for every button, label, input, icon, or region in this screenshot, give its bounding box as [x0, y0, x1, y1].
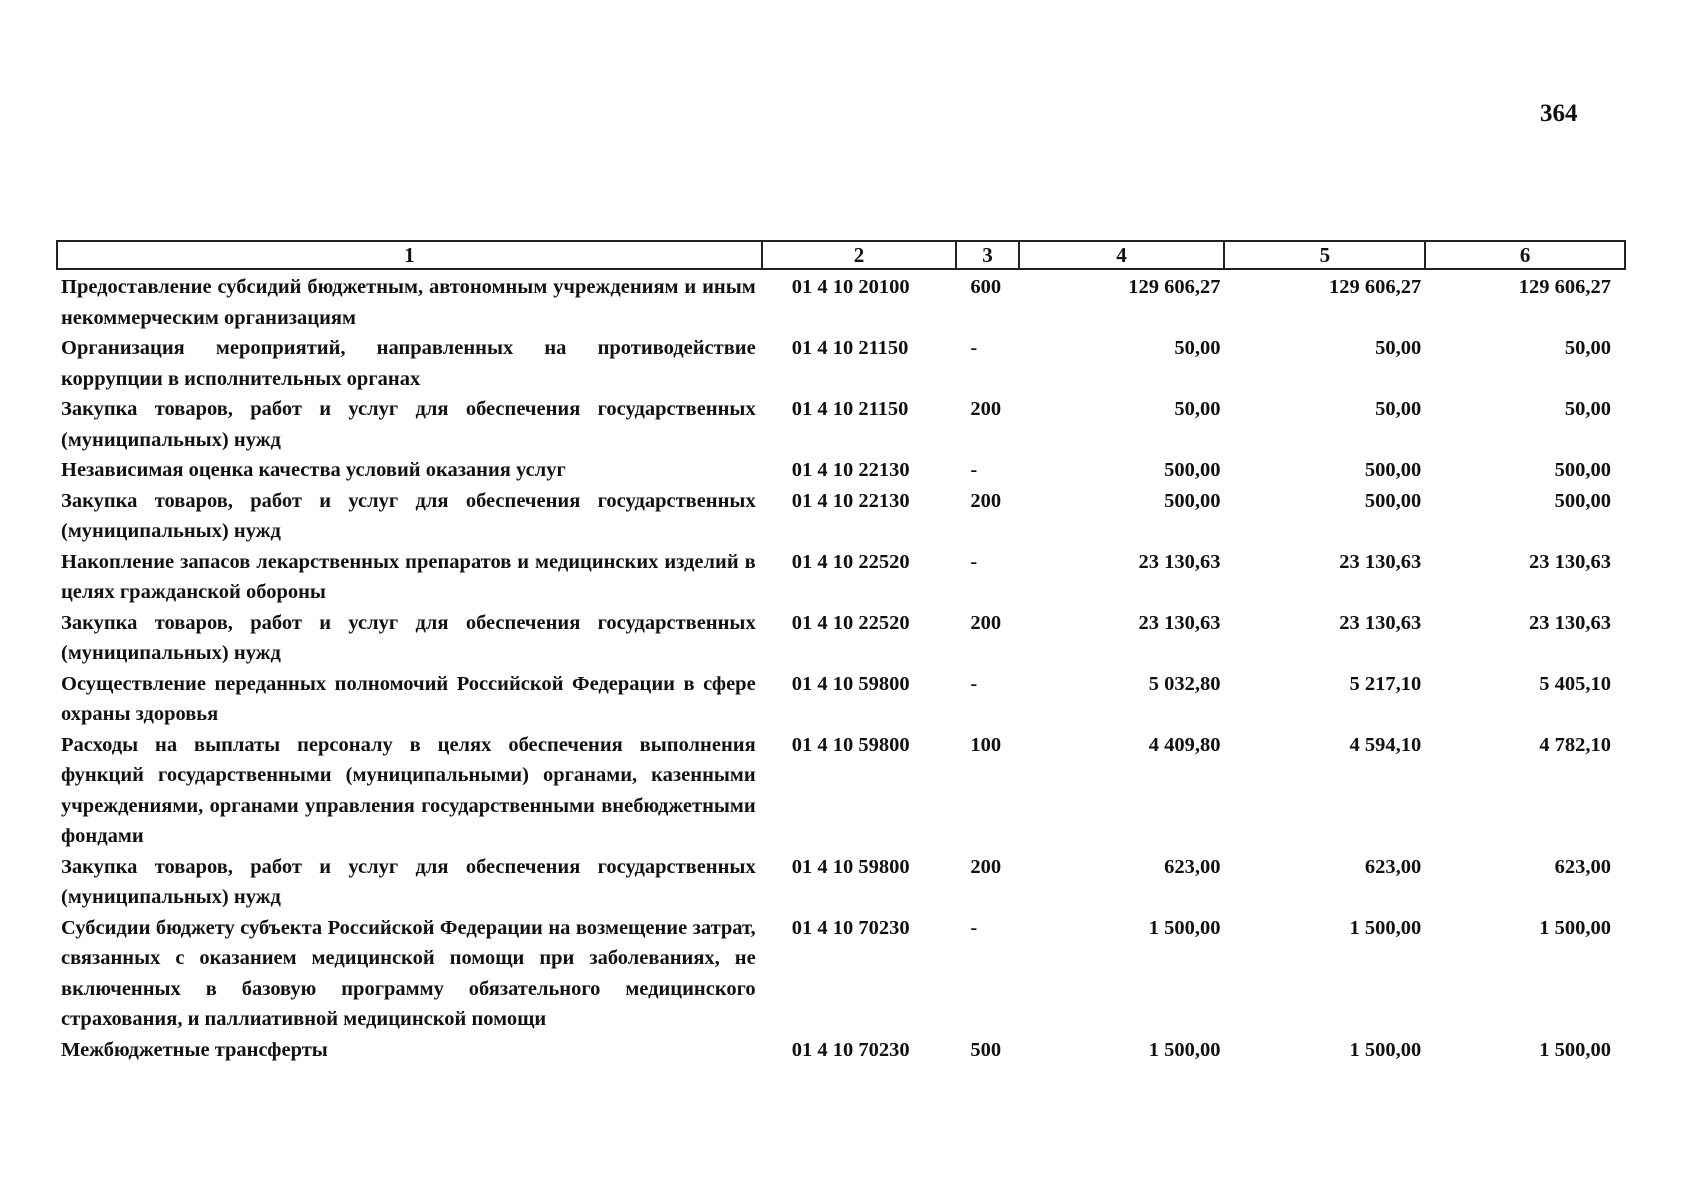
table-row: [57, 269, 1625, 333]
row-name: Субсидии бюджету субъекта Российской Федерации на возмещение затрат, связанных с оказанием медицинской помощи при заболеваниях, не включенных в базовую программу обязательного медицинского страхования, и паллиативной медицинской помощи: [61, 916, 756, 1030]
row-amount-col5: 23 130,63: [1339, 611, 1422, 634]
row-expense-type: 200: [970, 489, 1002, 512]
row-expense-type: -: [970, 550, 978, 573]
row-target-code: 01 4 10 21150: [791, 398, 909, 420]
row-name: Закупка товаров, работ и услуг для обеспечения государственных (муниципальных) нужд: [61, 855, 756, 908]
row-name: Независимая оценка качества условий оказания услуг: [61, 459, 566, 481]
row-expense-type: 200: [970, 855, 1002, 878]
column-header-2: 2: [762, 241, 957, 269]
row-amount-col4: 23 130,63: [1138, 550, 1221, 573]
row-name: Закупка товаров, работ и услуг для обеспечения государственных (муниципальных) нужд: [61, 398, 756, 451]
row-amount-col6: 623,00: [1554, 855, 1611, 878]
row-amount-col4: 50,00: [1174, 398, 1221, 420]
row-amount-col6: 129 606,27: [1518, 276, 1611, 298]
row-amount-col4: 500,00: [1164, 459, 1221, 481]
row-name: Предоставление субсидий бюджетным, автономным учреждениям и иным некоммерческим организациям: [61, 276, 756, 329]
row-amount-col5: 50,00: [1375, 398, 1422, 420]
row-amount-col6: 50,00: [1564, 398, 1611, 420]
row-target-code: 01 4 10 59800: [791, 855, 910, 878]
row-amount-col4: 129 606,27: [1128, 276, 1221, 298]
row-name: Закупка товаров, работ и услуг для обеспечения государственных (муниципальных) нужд: [61, 489, 756, 542]
table-row: [57, 913, 1625, 1035]
table-row: [57, 486, 1625, 547]
column-header-5: 5: [1224, 241, 1425, 269]
table-row: [57, 547, 1625, 608]
table-row: [57, 455, 1625, 486]
row-name: Расходы на выплаты персоналу в целях обеспечения выполнения функций государственными (муниципальными) органами, казенными учреждениями, органами управления государственными внебюджетными фондами: [61, 733, 756, 847]
row-amount-col6: 500,00: [1554, 489, 1611, 512]
row-amount-col5: 4 594,10: [1349, 733, 1422, 756]
row-amount-col5: 500,00: [1364, 489, 1422, 512]
column-header-1: 1: [57, 241, 762, 269]
table-row: [57, 730, 1625, 852]
row-expense-type: 200: [970, 611, 1002, 634]
row-name: Осуществление переданных полномочий Российской Федерации в сфере охраны здоровья: [61, 672, 756, 725]
row-expense-type: -: [970, 916, 978, 939]
row-target-code: 01 4 10 59800: [791, 733, 910, 756]
column-header-4: 4: [1019, 241, 1225, 269]
row-name: Накопление запасов лекарственных препаратов и медицинских изделий в целях гражданской обороны: [61, 550, 756, 603]
row-target-code: 01 4 10 22130: [791, 489, 910, 512]
row-target-code: 01 4 10 20100: [791, 276, 910, 298]
table-row: [57, 1035, 1625, 1066]
row-amount-col5: 23 130,63: [1339, 550, 1422, 573]
row-target-code: 01 4 10 70230: [791, 916, 910, 939]
row-amount-col4: 500,00: [1164, 489, 1221, 512]
row-amount-col4: 623,00: [1164, 855, 1221, 878]
row-expense-type: 100: [970, 733, 1002, 756]
row-amount-col5: 1 500,00: [1349, 916, 1422, 939]
row-amount-col5: 1 500,00: [1349, 1038, 1422, 1061]
column-header-3: 3: [956, 241, 1018, 269]
row-amount-col4: 1 500,00: [1148, 916, 1221, 939]
row-target-code: 01 4 10 22520: [791, 550, 910, 573]
table-row: [57, 394, 1625, 455]
row-name: Межбюджетные трансферты: [61, 1038, 328, 1061]
row-amount-col6: 5 405,10: [1539, 672, 1611, 695]
row-amount-col5: 623,00: [1364, 855, 1422, 878]
row-amount-col4: 1 500,00: [1148, 1038, 1221, 1061]
row-amount-col4: 4 409,80: [1148, 733, 1221, 756]
row-amount-col4: 23 130,63: [1138, 611, 1221, 634]
row-name: Закупка товаров, работ и услуг для обеспечения государственных (муниципальных) нужд: [61, 611, 756, 664]
row-expense-type: 200: [970, 398, 1002, 420]
row-target-code: 01 4 10 70230: [791, 1038, 910, 1061]
row-amount-col5: 129 606,27: [1328, 276, 1422, 298]
row-expense-type: 500: [970, 1038, 1002, 1061]
row-expense-type: 600: [970, 276, 1002, 298]
row-target-code: 01 4 10 22130: [791, 459, 910, 481]
table-body: [57, 269, 1625, 1065]
row-amount-col4: 5 032,80: [1148, 672, 1221, 695]
table-header: [57, 241, 1625, 269]
row-expense-type: -: [970, 459, 978, 481]
row-amount-col5: 5 217,10: [1349, 672, 1422, 695]
row-amount-col4: 50,00: [1174, 337, 1221, 359]
row-amount-col6: 500,00: [1554, 459, 1611, 481]
table-row: [57, 333, 1625, 394]
page-number: 364: [1540, 100, 1578, 127]
row-amount-col6: 50,00: [1564, 337, 1611, 359]
row-amount-col5: 500,00: [1364, 459, 1422, 481]
row-target-code: 01 4 10 21150: [791, 337, 909, 359]
column-header-6: 6: [1425, 241, 1625, 269]
row-expense-type: -: [970, 672, 978, 695]
row-amount-col6: 23 130,63: [1529, 611, 1611, 634]
row-amount-col5: 50,00: [1375, 337, 1422, 359]
row-amount-col6: 4 782,10: [1539, 733, 1611, 756]
table-row: [57, 608, 1625, 669]
row-amount-col6: 23 130,63: [1529, 550, 1611, 573]
header-row: [57, 241, 1625, 269]
table-row: [57, 669, 1625, 730]
row-target-code: 01 4 10 22520: [791, 611, 910, 634]
budget-table: [56, 240, 1626, 1065]
row-amount-col6: 1 500,00: [1539, 916, 1611, 939]
table-row: [57, 852, 1625, 913]
row-amount-col6: 1 500,00: [1539, 1038, 1611, 1061]
row-expense-type: -: [970, 337, 978, 359]
row-target-code: 01 4 10 59800: [791, 672, 910, 695]
row-name: Организация мероприятий, направленных на противодействие коррупции в исполнительных органах: [61, 337, 756, 390]
